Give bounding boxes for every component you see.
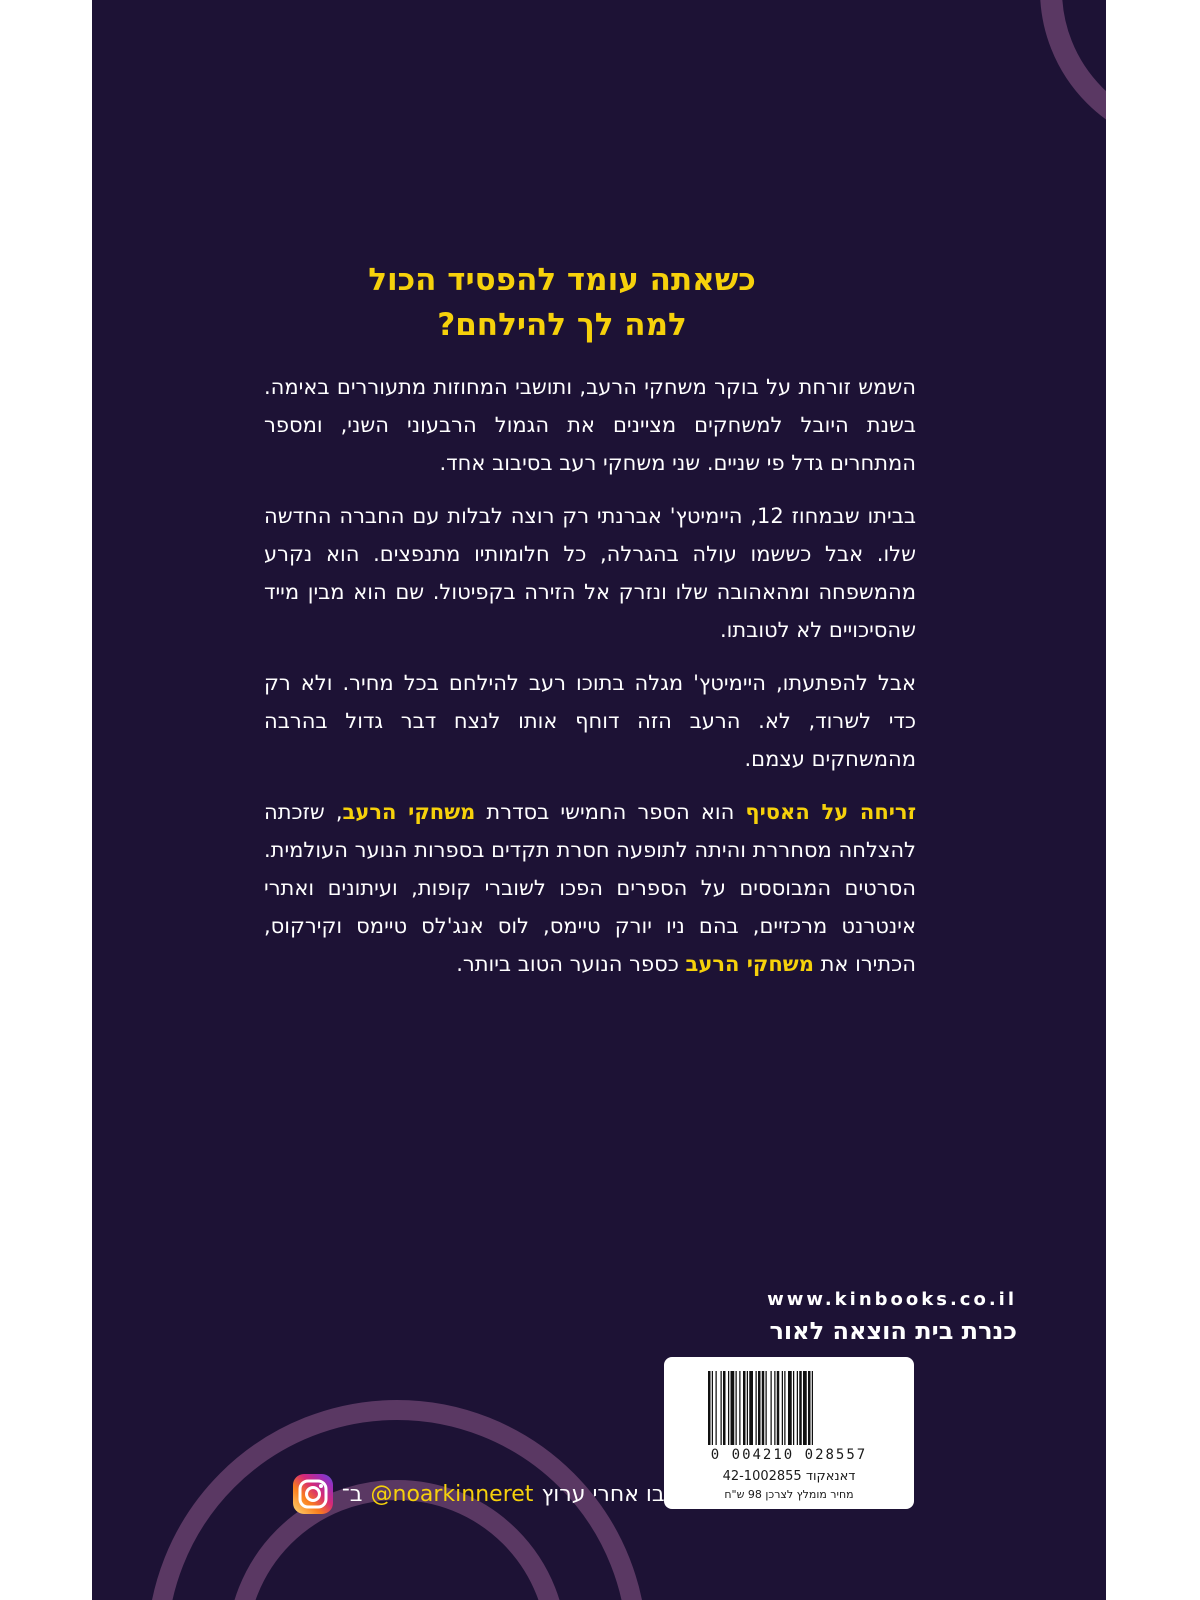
back-cover	[92, 0, 1106, 1600]
publisher-name: כנרת בית הוצאה לאור	[769, 1317, 1017, 1345]
instagram-handle[interactable]: @noarkinneret	[370, 1481, 534, 1507]
book-title: זריחה על האסיף	[745, 800, 916, 824]
instagram-icon[interactable]	[292, 1473, 334, 1515]
barcode-box	[664, 1357, 914, 1509]
headline-line-1: כשאתה עומד להפסיד הכול	[368, 262, 756, 298]
publisher-url[interactable]: www.kinbooks.co.il	[767, 1289, 1017, 1310]
blurb-paragraph-4-part-2: , שזכתה להצלחה מסחררת והיתה לתופעה חסרת תקדים בספרות הנוער העולמית. הסרטים המבוססים על הספרים הפכו לשוברי קופות, ועיתונים ואתרי אינטרנט מרכזיים, בהם ניו יורק טיימס, לוס אנג'לס טיימס וקירקוס, הכתירו את	[264, 800, 916, 976]
blurb-paragraph-4-part-1: הוא הספר החמישי בסדרת	[475, 800, 746, 824]
blurb-paragraph-2: בביתו שבמחוז 12, היימיטץ' אברנתי רק רוצה לבלות עם החברה החדשה שלו. אבל כששמו עולה בהגרלה, כל חלומותיו מתנפצים. הוא נקרע מהמשפחה ומהאהובה שלו ונזרק אל הזירה בקפיטול. שם הוא מבין מייד שהסיכויים לא לטובתו.	[264, 504, 916, 642]
follow-text: עקבו אחרי ערוץ	[541, 1481, 694, 1507]
barcode-code: דאנאקוד 42-1002855	[722, 1469, 856, 1484]
follow-suffix: ב־	[341, 1481, 363, 1507]
blurb-paragraph-4-part-3: כספר הנוער הטוב ביותר.	[456, 952, 686, 976]
recommended-price: מחיר מומלץ לצרכן 98 ש"ח	[724, 1488, 854, 1501]
headline	[242, 258, 882, 348]
barcode-digits: 0 004210 028557	[710, 1447, 868, 1463]
blurb	[264, 368, 916, 998]
social-follow	[264, 1470, 694, 1518]
barcode	[706, 1371, 876, 1445]
blurb-paragraph-4	[264, 793, 916, 983]
blurb-paragraph-3: אבל להפתעתו, היימיטץ' מגלה בתוכו רעב להילחם בכל מחיר. ולא רק כדי לשרוד, לא. הרעב הזה דוחף אותו לנצח דבר גדול בהרבה מהמשחקים עצמם.	[264, 671, 916, 771]
blurb-paragraph-1: השמש זורחת על בוקר משחקי הרעב, ותושבי המחוזות מתעוררים באימה. בשנת היובל למשחקים מציינים את הגמול הרבעוני השני, ומספר המתחרים גדל פי שניים. שני משחקי רעב בסיבוב אחד.	[264, 375, 916, 475]
series-name: משחקי הרעב	[342, 800, 476, 824]
decorative-ring-top	[1040, 0, 1106, 150]
headline-line-2: למה לך להילחם?	[437, 307, 687, 343]
series-name: משחקי הרעב	[685, 952, 814, 976]
